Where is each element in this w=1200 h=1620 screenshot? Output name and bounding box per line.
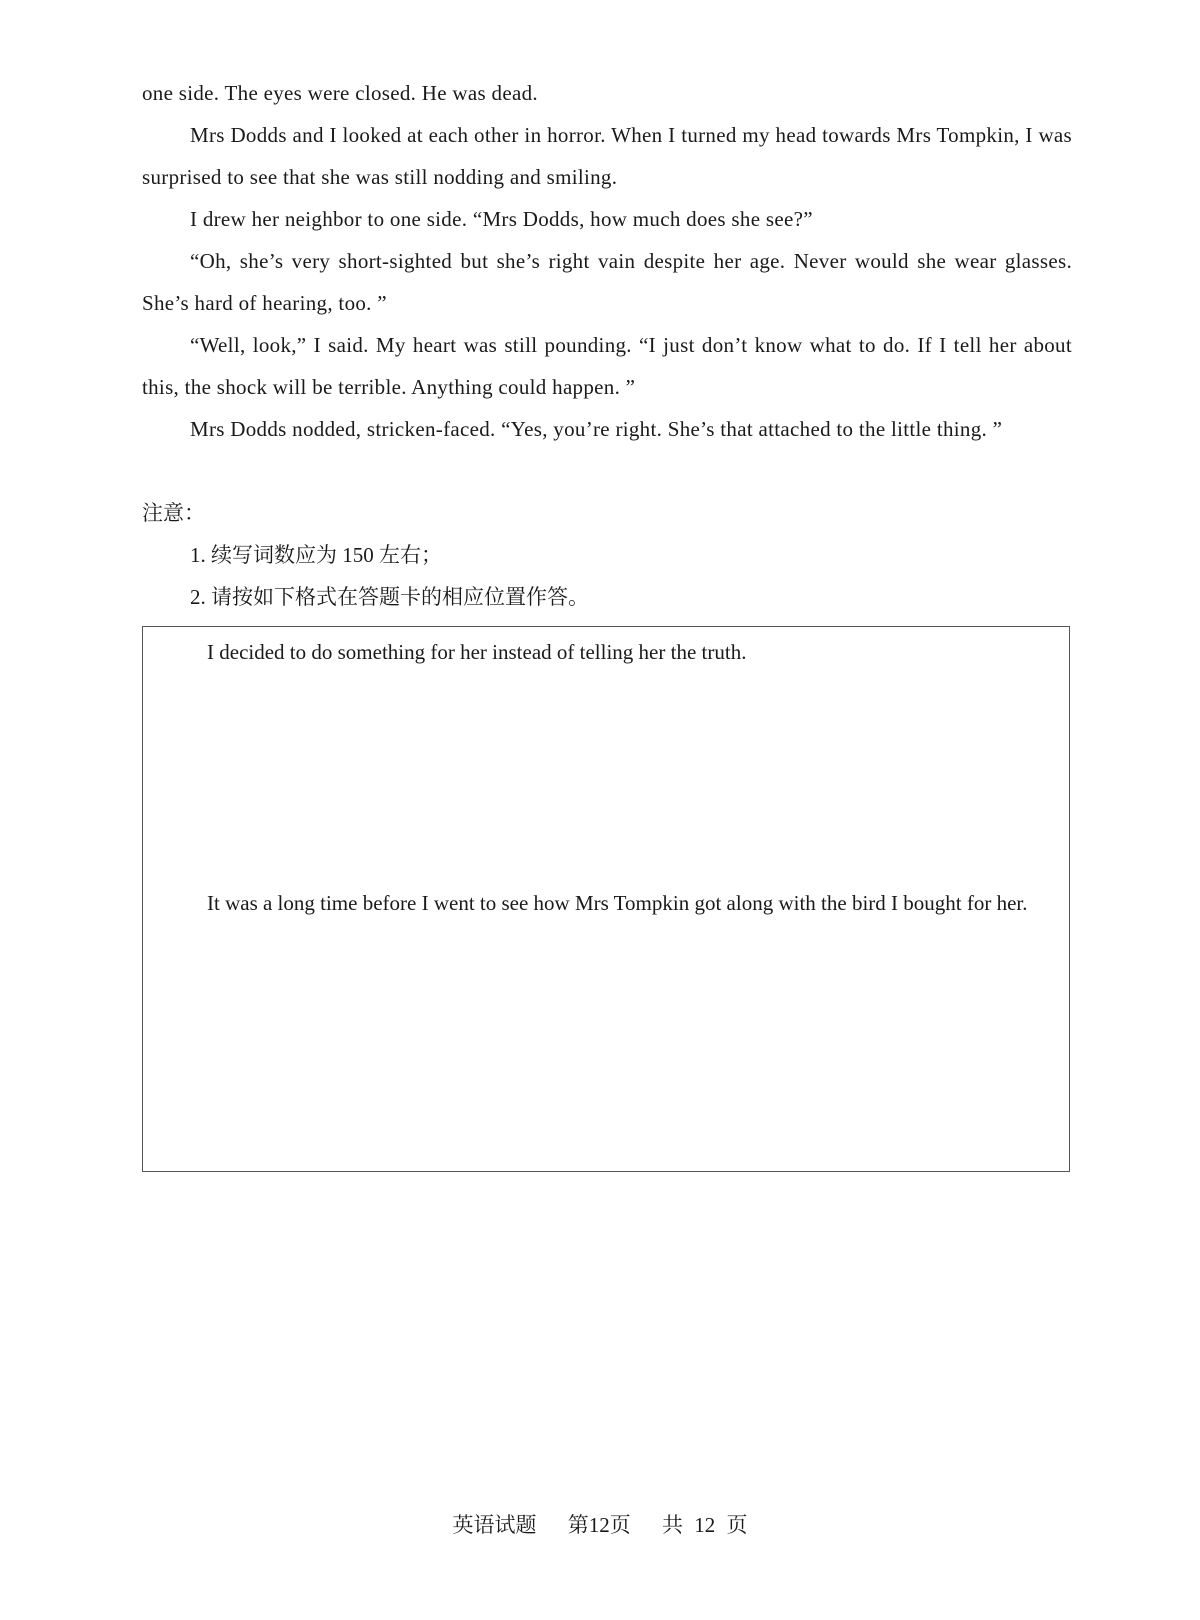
passage-paragraph: one side. The eyes were closed. He was dead. — [142, 81, 538, 105]
page-footer — [0, 1510, 1200, 1540]
footer-page-number: 第12页 — [567, 1513, 631, 1537]
passage-paragraph: Mrs Dodds nodded, stricken-faced. “Yes, you’re right. She’s that attached to the little thing. ” — [190, 417, 1003, 441]
instruction-item: 2. 请按如下格式在答题卡的相应位置作答。 — [190, 585, 589, 609]
continuation-opening-1: I decided to do something for her instead of telling her the truth. — [207, 640, 747, 664]
instructions-title: 注意： — [142, 501, 205, 525]
instruction-item: 1. 续写词数应为 150 左右； — [190, 543, 442, 567]
footer-subject: 英语试题 — [452, 1513, 537, 1537]
passage-paragraph: Mrs Dodds and I looked at each other in horror. When I turned my head towards Mrs Tompkin, I was surprised to see that she was still nodding and smiling. — [142, 123, 1072, 189]
passage-paragraph: “Oh, she’s very short-sighted but she’s right vain despite her age. Never would she wear glasses. She’s hard of hearing, too. ” — [142, 249, 1072, 315]
passage-paragraph: “Well, look,” I said. My heart was still pounding. “I just don’t know what to do. If I tell her about this, the shock will be terrible. Anything could happen. ” — [142, 333, 1072, 399]
story-passage — [142, 72, 1072, 450]
answer-box — [142, 626, 1070, 1172]
continuation-opening-2: It was a long time before I went to see how Mrs Tompkin got along with the bird I bought for her. — [207, 891, 1028, 915]
instructions — [142, 492, 1072, 618]
footer-total-pages: 共 12 页 — [662, 1513, 748, 1537]
passage-paragraph: I drew her neighbor to one side. “Mrs Dodds, how much does she see?” — [190, 207, 813, 231]
